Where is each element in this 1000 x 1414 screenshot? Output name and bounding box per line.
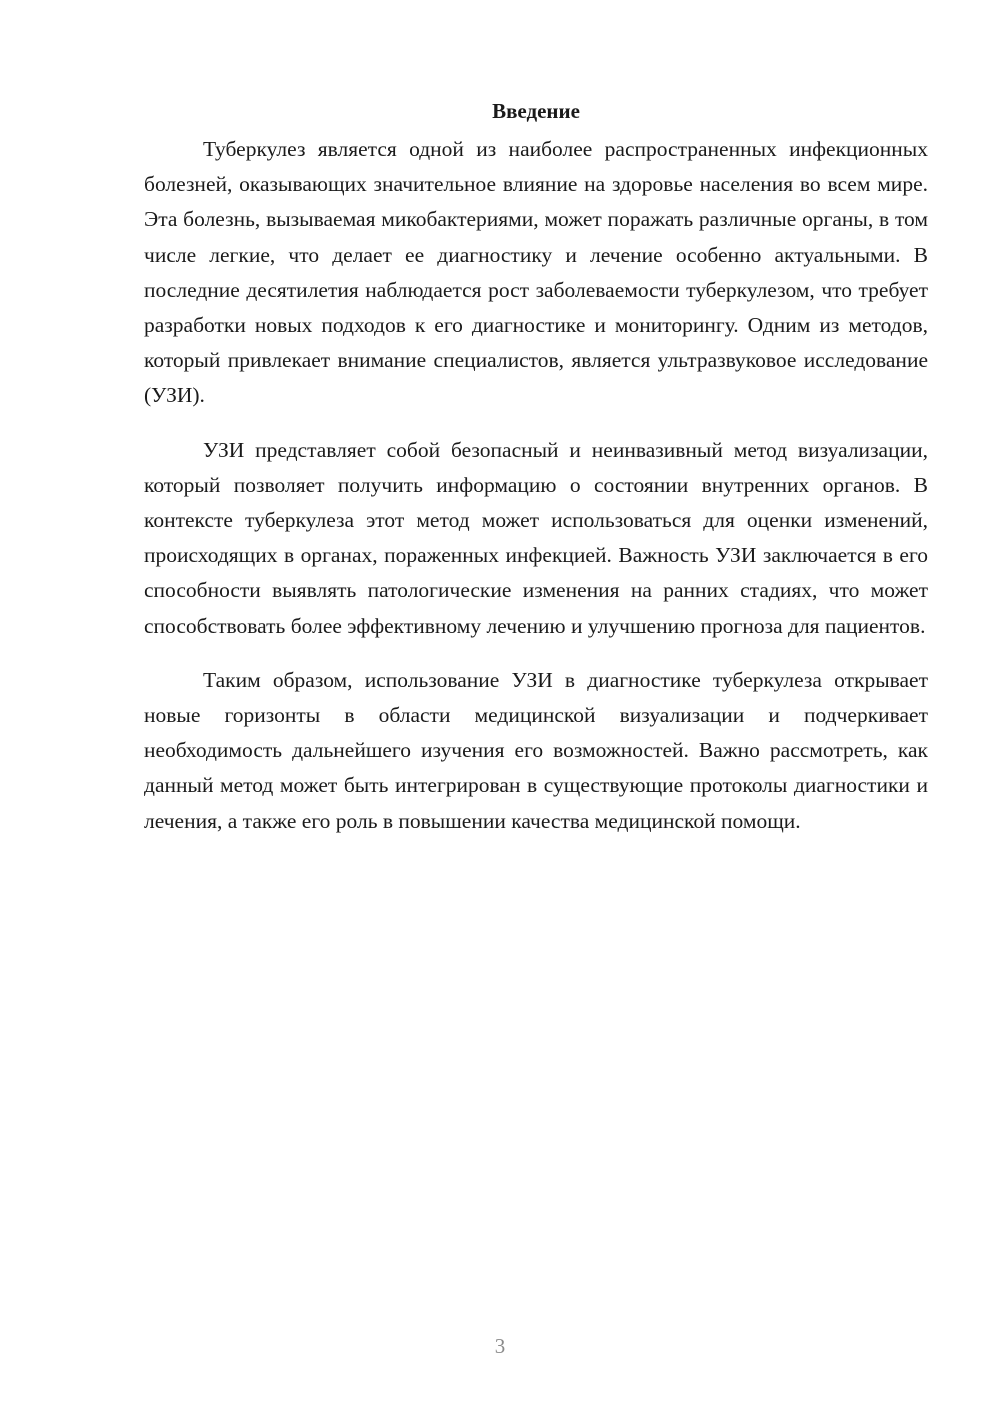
paragraph-1: Туберкулез является одной из наиболее распространенных инфекционных болезней, оказывающих значительное влияние на здоровье населения во всем мире. Эта болезнь, вызываемая микобактериями, может поражать различные органы, в том числе легкие, что делает ее диагностику и лечение особенно актуальными. В последние десятилетия наблюдается рост заболеваемости туберкулезом, что требует разработки новых подходов к его диагностике и мониторингу. Одним из методов, который привлекает внимание специалистов, является ультразвуковое исследование (УЗИ).	[144, 137, 928, 408]
page-content	[144, 96, 928, 858]
section-heading: Введение	[492, 99, 580, 123]
paragraph-2: УЗИ представляет собой безопасный и неинвазивный метод визуализации, который позволяет получить информацию о состоянии внутренних органов. В контексте туберкулеза этот метод может использоваться для оценки изменений, происходящих в органах, пораженных инфекцией. Важность УЗИ заключается в его способности выявлять патологические изменения на ранних стадиях, что может способствовать более эффективному лечению и улучшению прогноза для пациентов.	[144, 437, 928, 638]
page-number: 3	[494, 1334, 506, 1358]
paragraph-3: Таким образом, использование УЗИ в диагностике туберкулеза открывает новые горизонты в области медицинской визуализации и подчеркивает необходимость дальнейшего изучения его возможностей. Важно рассмотреть, как данный метод может быть интегрирован в существующие протоколы диагностики и лечения, а также его роль в повышении качества медицинской помощи.	[144, 667, 928, 833]
